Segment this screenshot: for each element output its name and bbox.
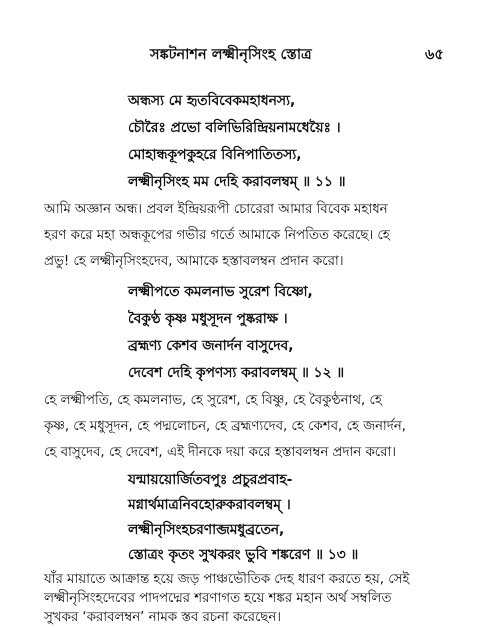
- verse-line: ব্রহ্মণ্য কেশব জনার্দন বাসুদেব,: [128, 338, 294, 354]
- verse-line: চৌরৈঃ প্রভো বলিভিরিন্দ্রিয়নামধেয়ৈঃ ।: [128, 120, 341, 136]
- prose-line: সুখকর ‘করাবলম্বন’ নামক স্তব রচনা করেছেন।: [44, 610, 282, 625]
- verse-line: অন্ধস্য মে হৃতবিবেকমহাধনস্য,: [128, 93, 296, 109]
- verse-line: যন্মায়য়োর্জিতবপুঃ প্রচুরপ্রবাহ-: [128, 472, 293, 488]
- page-header: [0, 44, 503, 66]
- verse-line: মগ্নার্থমাত্রনিবহোরুকরাবলম্বম্ ।: [128, 497, 291, 513]
- prose-line: লক্ষ্মীনৃসিংহদেবের পাদপদ্মের শরণাগত হয়ে শঙ্কর মহান অর্থ সম্বলিত: [44, 591, 392, 606]
- prose-line: কৃষ্ণ, হে মধুসূদন, হে পদ্মলোচন, হে ব্রহ্মণ্যদেব, হে কেশব, হে জনার্দন,: [44, 419, 406, 434]
- prose-line: হে বাসুদেব, হে দেবেশ, এই দীনকে দয়া করে হস্তাবলম্বন প্রদান করো।: [44, 445, 397, 460]
- verse-line: বৈকুণ্ঠ কৃষ্ণ মধুসূদন পুষ্করাক্ষ ।: [128, 311, 288, 327]
- verse-line: মোহান্ধকূপকুহরে বিনিপাতিতস্য,: [128, 147, 302, 163]
- verse-line: স্তোত্রং কৃতং সুখকরং ভুবি শঙ্করেণ ॥ ১৩ ॥: [128, 547, 359, 563]
- prose-line: প্রভু! হে লক্ষ্মীনৃসিংহদেব, আমাকে হস্তাবলম্বন প্রদান করো।: [44, 254, 344, 269]
- prose-line: যাঁর মায়াতে আক্রান্ত হয়ে জড় পাঞ্চভৌতিক দেহ ধারণ করতে হয়, সেই: [44, 572, 410, 587]
- prose-line: হরণ করে মহা অন্ধকূপের গভীর গর্তে আমাকে নিপতিত করেছে। হে: [44, 228, 390, 243]
- page-number: ৬৫: [425, 47, 444, 63]
- running-title: সঙ্কটনাশন লক্ষ্মীনৃসিংহ স্তোত্র: [150, 47, 312, 63]
- verse-line: লক্ষ্মীপতে কমলনাভ সুরেশ বিষ্ণো,: [128, 284, 313, 300]
- verse-line: লক্ষ্মীনৃসিংহ মম দেহি করাবলম্বম্ ॥ ১১ ॥: [128, 174, 346, 190]
- prose-line: আমি অজ্ঞান অন্ধ। প্রবল ইন্দ্রিয়রূপী চোরেরা আমার বিবেক মহাধন: [44, 202, 388, 217]
- verse-line: দেবেশ দেহি কৃপণস্য করাবলম্বম্ ॥ ১২ ॥: [128, 365, 345, 381]
- prose-line: হে লক্ষ্মীপতি, হে কমলনাভ, হে সুরেশ, হে বিষ্ণু, হে বৈকুণ্ঠনাথ, হে: [44, 393, 382, 408]
- verse-line: লক্ষ্মীনৃসিংহচরণাব্জমধুব্রতেন,: [128, 522, 285, 538]
